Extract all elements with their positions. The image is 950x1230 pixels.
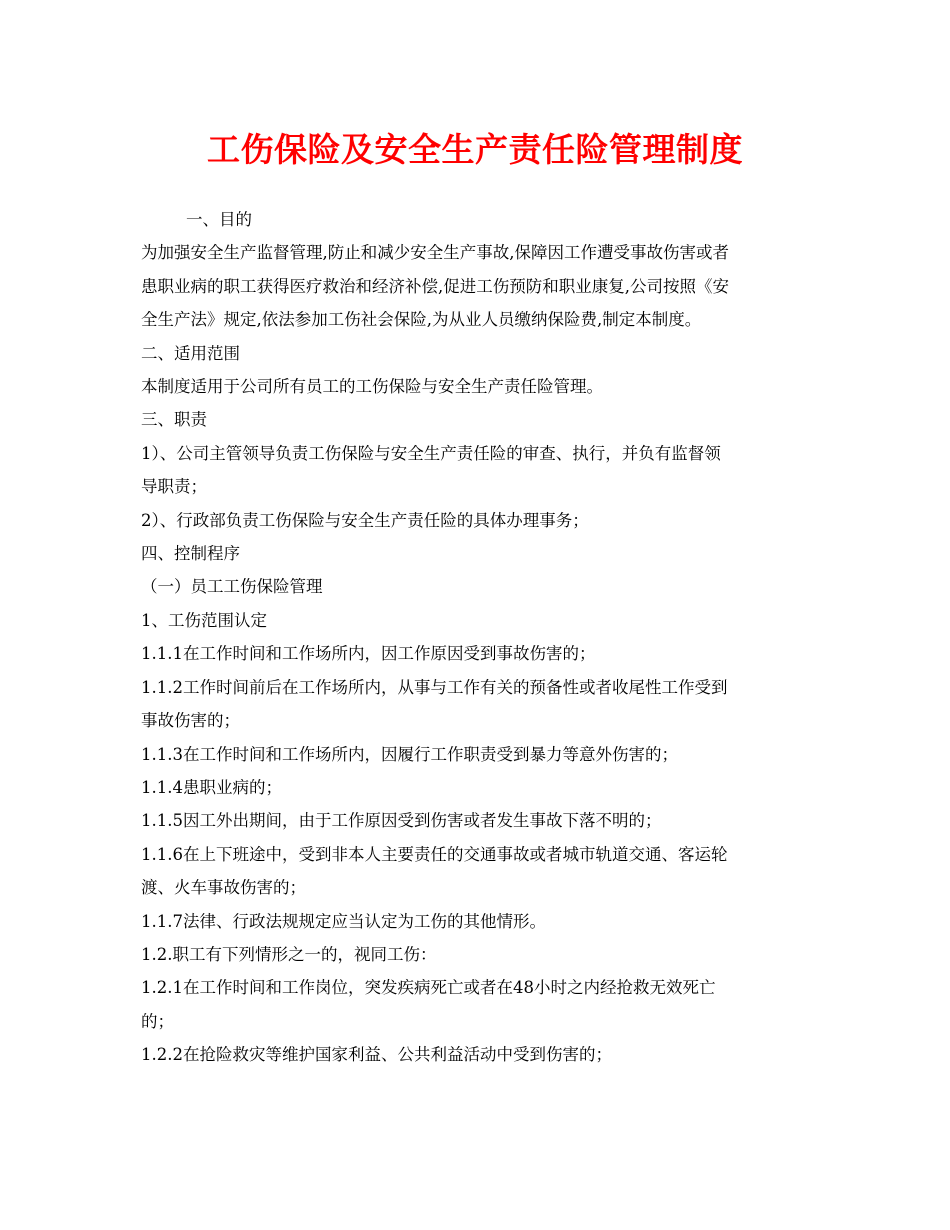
paragraph-line: 渡、火车事故伤害的； (141, 878, 306, 898)
paragraph-line: 事故伤害的； (141, 711, 240, 731)
paragraph-line: 本制度适用于公司所有员工的工伤保险与安全生产责任险管理。 (141, 377, 603, 397)
paragraph-line: 1.1.3在工作时间和工作场所内，因履行工作职责受到暴力等意外伤害的； (141, 744, 678, 764)
paragraph-line: 为加强安全生产监督管理,防止和减少安全生产事故,保障因工作遭受事故伤害或者 (141, 243, 729, 263)
document-body (141, 203, 813, 1072)
paragraph-line: 1.1.1在工作时间和工作场所内，因工作原因受到事故伤害的； (141, 644, 596, 664)
paragraph-line: 的； (141, 1011, 174, 1031)
paragraph-line: 1、工伤范围认定 (141, 610, 267, 630)
paragraph-line: 1.2.职工有下列情形之一的，视同工伤： (141, 944, 437, 964)
paragraph-line: 患职业病的职工获得医疗救治和经济补偿,促进工伤预防和职业康复,公司按照《安 (141, 276, 729, 296)
paragraph-line: 1.1.4患职业病的； (141, 777, 282, 797)
paragraph-line: 1.2.1在工作时间和工作岗位，突发疾病死亡或者在48小时之内经抢救无效死亡 (141, 978, 716, 998)
paragraph-line: 1.1.2工作时间前后在工作场所内，从事与工作有关的预备性或者收尾性工作受到 (141, 677, 728, 697)
section-heading-duties: 三、职责 (141, 410, 207, 430)
paragraph-line: 1.2.2在抢险救灾等维护国家利益、公共利益活动中受到伤害的； (141, 1045, 612, 1065)
paragraph-line: 1）、公司主管领导负责工伤保险与安全生产责任险的审查、执行，并负有监督领 (141, 443, 721, 463)
section-heading-procedure: 四、控制程序 (141, 544, 240, 564)
paragraph-line: 1.1.5因工外出期间，由于工作原因受到伤害或者发生事故下落不明的； (141, 811, 662, 831)
section-heading-purpose: 一、目的 (186, 210, 252, 229)
subsection-heading: （一）员工工伤保险管理 (141, 577, 323, 597)
document-title: 工伤保险及安全生产责任险管理制度 (207, 130, 743, 169)
section-heading-scope: 二、适用范围 (141, 343, 240, 363)
paragraph-line: 全生产法》规定,依法参加工伤社会保险,为从业人员缴纳保险费,制定本制度。 (141, 310, 702, 330)
paragraph-line: 1.1.6在上下班途中，受到非本人主要责任的交通事故或者城市轨道交通、客运轮 (141, 844, 728, 864)
paragraph-line: 1.1.7法律、行政法规规定应当认定为工伤的其他情形。 (141, 911, 546, 931)
paragraph-line: 导职责； (141, 477, 207, 497)
paragraph-line: 2）、行政部负责工伤保险与安全生产责任险的具体办理事务； (141, 510, 589, 530)
